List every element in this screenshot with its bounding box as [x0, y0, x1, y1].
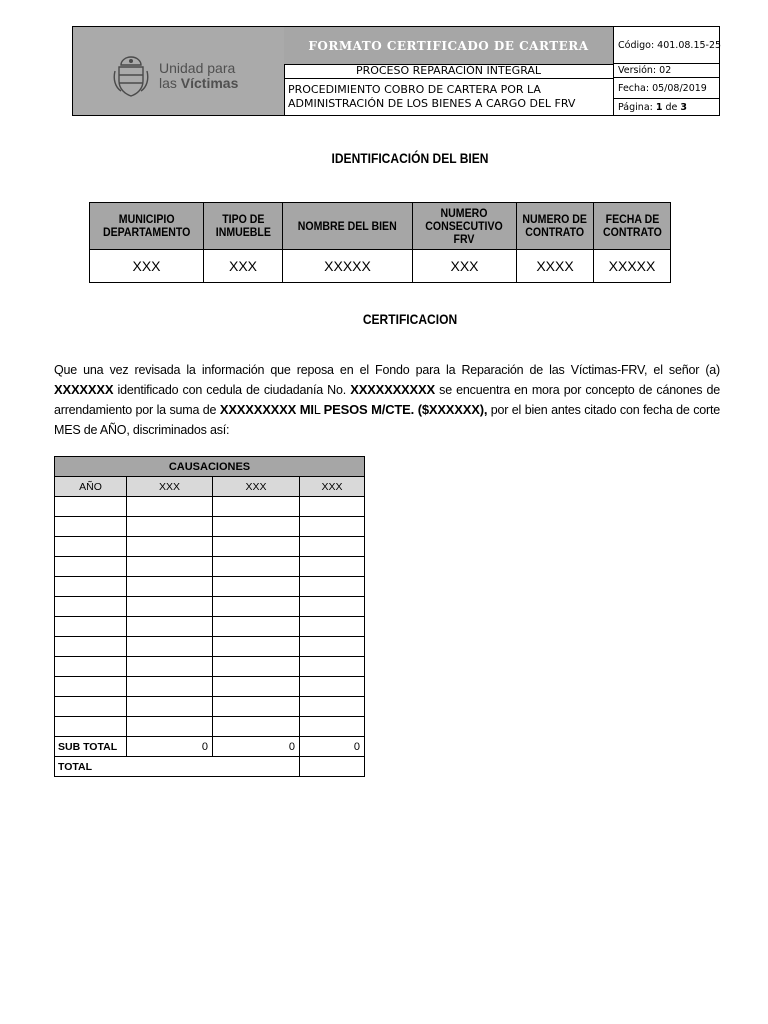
- placeholder-monto-numero: PESOS M/CTE. ($XXXXXX),: [323, 402, 488, 417]
- causaciones-header-row: [55, 477, 365, 497]
- placeholder-monto-letras: XXXXXXXXX MI: [219, 402, 314, 417]
- section-title-certificacion: CERTIFICACION: [362, 311, 458, 327]
- causaciones-cell: [213, 677, 300, 697]
- causaciones-title: CAUSACIONES: [55, 457, 365, 477]
- causaciones-cell: [127, 617, 213, 637]
- causaciones-cell: [127, 537, 213, 557]
- col-header-nombre-bien: NOMBRE DEL BIEN: [283, 203, 413, 250]
- causaciones-cell: [55, 557, 127, 577]
- causaciones-cell: [127, 657, 213, 677]
- causaciones-cell: [300, 517, 365, 537]
- bien-table-header-row: [90, 203, 671, 250]
- subtotal-row: [55, 737, 365, 757]
- causaciones-cell: [300, 537, 365, 557]
- causaciones-row: [55, 497, 365, 517]
- causaciones-cell: [300, 617, 365, 637]
- causaciones-cell: [300, 577, 365, 597]
- causaciones-cell: [55, 617, 127, 637]
- coat-of-arms-icon: [113, 53, 149, 99]
- causaciones-cell: [55, 717, 127, 737]
- col-header-fecha-contrato: FECHA DE CONTRATO: [594, 203, 671, 250]
- document-header: [72, 26, 720, 116]
- causaciones-cell: [55, 597, 127, 617]
- causaciones-cell: [127, 577, 213, 597]
- causaciones-row: [55, 557, 365, 577]
- pagina-de: de: [662, 102, 681, 113]
- section-title-identificacion: IDENTIFICACIÓN DEL BIEN: [331, 150, 489, 166]
- process-name: PROCESO REPARACIÓN INTEGRAL: [284, 64, 613, 79]
- col-header-numero-contrato: NUMERO DE CONTRATO: [517, 203, 594, 250]
- causaciones-cell: [55, 677, 127, 697]
- col-header-xxx-2: XXX: [213, 477, 300, 497]
- causaciones-cell: [213, 517, 300, 537]
- logo-line-2a: las: [159, 75, 181, 91]
- col-header-xxx-1: XXX: [127, 477, 213, 497]
- causaciones-cell: [300, 597, 365, 617]
- document-control-column: [613, 27, 720, 115]
- procedure-line-2: ADMINISTRACIÓN DE LOS BIENES A CARGO DEL FRV: [288, 97, 576, 110]
- causaciones-cell: [213, 557, 300, 577]
- causaciones-cell: [300, 497, 365, 517]
- causaciones-cell: [300, 697, 365, 717]
- causaciones-row: [55, 677, 365, 697]
- certification-paragraph: Que una vez revisada la información que reposa en el Fondo para la Reparación de las Víctimas-FRV, el señor (a) XXXXXXX identificado con cedula de ciudadanía No. XXXXXXXXXX se encuentra en mora por concepto de cánones de arrendamiento por la suma de XXXXXXXXX MIL PESOS M/CTE. ($XXXXXX), por el bien antes citado con fecha de corte MES de AÑO, discriminados así:: [54, 363, 721, 437]
- cell-fecha-contrato: XXXXX: [594, 250, 671, 283]
- total-row: [55, 757, 365, 777]
- causaciones-cell: [213, 637, 300, 657]
- col-header-municipio: MUNICIPIO DEPARTAMENTO: [90, 203, 204, 250]
- causaciones-cell: [55, 497, 127, 517]
- causaciones-cell: [55, 577, 127, 597]
- causaciones-cell: [213, 717, 300, 737]
- causaciones-cell: [213, 657, 300, 677]
- logo-cell: [73, 27, 285, 115]
- causaciones-cell: [300, 717, 365, 737]
- causaciones-cell: [213, 537, 300, 557]
- causaciones-cell: [55, 517, 127, 537]
- causaciones-cell: [55, 697, 127, 717]
- col-header-ano: AÑO: [55, 477, 127, 497]
- procedure-name: [284, 79, 613, 115]
- causaciones-cell: [213, 577, 300, 597]
- causaciones-title-row: [55, 457, 365, 477]
- causaciones-cell: [213, 617, 300, 637]
- causaciones-cell: [127, 517, 213, 537]
- causaciones-cell: [127, 637, 213, 657]
- causaciones-row: [55, 717, 365, 737]
- causaciones-cell: [55, 657, 127, 677]
- col-header-numero-consecutivo: NUMERO CONSECUTIVO FRV: [413, 203, 517, 250]
- causaciones-cell: [213, 497, 300, 517]
- causaciones-row: [55, 597, 365, 617]
- pagina-field: [614, 100, 720, 115]
- causaciones-cell: [300, 557, 365, 577]
- causaciones-cell: [127, 557, 213, 577]
- causaciones-cell: [300, 677, 365, 697]
- causaciones-row: [55, 637, 365, 657]
- causaciones-cell: [213, 597, 300, 617]
- placeholder-nombre: XXXXXXX: [54, 382, 114, 397]
- causaciones-cell: [127, 597, 213, 617]
- subtotal-value-3: 0: [300, 737, 365, 757]
- causaciones-row: [55, 537, 365, 557]
- pagina-total: 3: [680, 102, 688, 113]
- logo-line-2: [159, 76, 238, 91]
- causaciones-cell: [127, 717, 213, 737]
- causaciones-row: [55, 657, 365, 677]
- causaciones-cell: [300, 637, 365, 657]
- document-title: FORMATO CERTIFICADO DE CARTERA: [284, 27, 613, 65]
- logo-line-2b: Víctimas: [180, 75, 239, 91]
- cell-tipo-inmueble: XXX: [204, 250, 283, 283]
- col-header-xxx-3: XXX: [300, 477, 365, 497]
- subtotal-value-2: 0: [213, 737, 300, 757]
- cell-nombre-bien: XXXXX: [283, 250, 413, 283]
- cell-numero-consecutivo: XXX: [413, 250, 517, 283]
- causaciones-row: [55, 577, 365, 597]
- fecha-field: Fecha: 05/08/2019: [614, 79, 720, 99]
- causaciones-cell: [127, 497, 213, 517]
- logo-line-1: Unidad para: [159, 60, 236, 76]
- causaciones-cell: [300, 657, 365, 677]
- pagina-number: 1: [655, 102, 663, 113]
- total-label: TOTAL: [55, 757, 300, 777]
- subtotal-label: SUB TOTAL: [55, 737, 127, 757]
- causaciones-cell: [55, 637, 127, 657]
- causaciones-row: [55, 517, 365, 537]
- cell-municipio: XXX: [90, 250, 204, 283]
- bien-table: [89, 202, 671, 283]
- bien-table-row: [90, 250, 671, 283]
- subtotal-value-1: 0: [127, 737, 213, 757]
- causaciones-table: [54, 456, 365, 777]
- logo-wordmark: [159, 61, 238, 91]
- cell-numero-contrato: XXXX: [517, 250, 594, 283]
- causaciones-row: [55, 697, 365, 717]
- version-field: Versión: 02: [614, 64, 720, 78]
- causaciones-cell: [55, 537, 127, 557]
- causaciones-cell: [213, 697, 300, 717]
- causaciones-body: [55, 497, 365, 737]
- col-header-tipo-inmueble: TIPO DE INMUEBLE: [204, 203, 283, 250]
- causaciones-cell: [127, 677, 213, 697]
- procedure-line-1: PROCEDIMIENTO COBRO DE CARTERA POR LA: [288, 83, 541, 96]
- causaciones-row: [55, 617, 365, 637]
- causaciones-cell: [127, 697, 213, 717]
- placeholder-cedula: XXXXXXXXXX: [350, 382, 435, 397]
- total-value: [300, 757, 365, 777]
- pagina-label: Página:: [618, 102, 656, 113]
- codigo-field: Código: 401.08.15-25: [614, 27, 720, 64]
